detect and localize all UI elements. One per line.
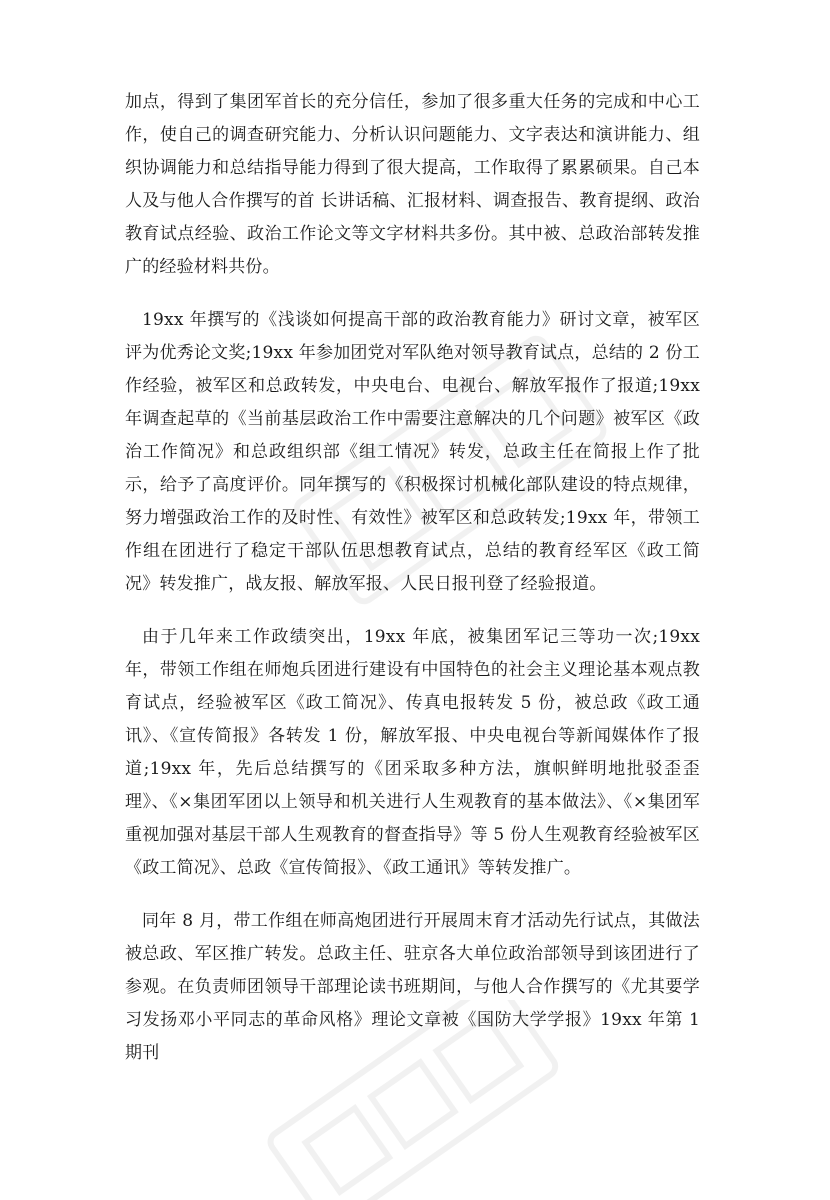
paragraph-2: 19xx 年撰写的《浅谈如何提高干部的政治教育能力》研讨文章，被军区评为优秀论文奖;19xx 年参加团党对军队绝对领导教育试点，总结的 2 份工作经验，被军区和总政转发，中央电台、电视台、解放军报作了报道;19xx 年调查起草的《当前基层政治工作中需要注意解决的几个问题》被军区《政治工作简况》和总政组织部《组工情况》转发，总政主任在简报上作了批示，给予了高度评价。同年撰写的《积极探讨机械化部队建设的特点规律，努力增强政治工作的及时性、有效性》被军区和总政转发;19xx 年，带领工作组在团进行了稳定干部队伍思想教育试点，总结的教育经军区《政工简况》转发推广，战友报、解放军报、人民日报刊登了经验报道。 [125, 310, 700, 594]
paragraph-4: 同年 8 月，带工作组在师高炮团进行开展周末育才活动先行试点，其做法被总政、军区推广转发。总政主任、驻京各大单位政治部领导到该团进行了参观。在负责师团领导干部理论读书班期间，与他人合作撰写的《尤其要学习发扬邓小平同志的革命风格》理论文章被《国防大学学报》19xx 年第 1 期刊 [125, 911, 700, 1063]
paragraph-1: 加点，得到了集团军首长的充分信任，参加了很多重大任务的完成和中心工作，使自己的调查研究能力、分析认识问题能力、文字表达和演讲能力、组织协调能力和总结指导能力得到了很大提高，工作取得了累累硕果。自己本人及与他人合作撰写的首 长讲话稿、汇报材料、调查报告、教育提纲、政治教育试点经验、政治工作论文等文字材料共多份。其中被、总政治部转发推广的经验材料共份。 [125, 92, 700, 277]
paragraph-3: 由于几年来工作政绩突出，19xx 年底，被集团军记三等功一次;19xx 年，带领工作组在师炮兵团进行建设有中国特色的社会主义理论基本观点教育试点，经验被军区《政工简况》、传真电报转发 5 份，被总政《政工通讯》、《宣传简报》各转发 1 份，解放军报、中央电视台等新闻媒体作了报道;19xx 年，先后总结撰写的《团采取多种方法，旗帜鲜明地批驳歪歪理》、《×集团军团以上领导和机关进行人生观教育的基本做法》、《×集团军重视加强对基层干部人生观教育的督查指导》等 5 份人生观教育经验被军区《政工简况》、总政《宣传简报》、《政工通讯》等转发推广。 [125, 627, 700, 878]
document-body [125, 86, 700, 1090]
